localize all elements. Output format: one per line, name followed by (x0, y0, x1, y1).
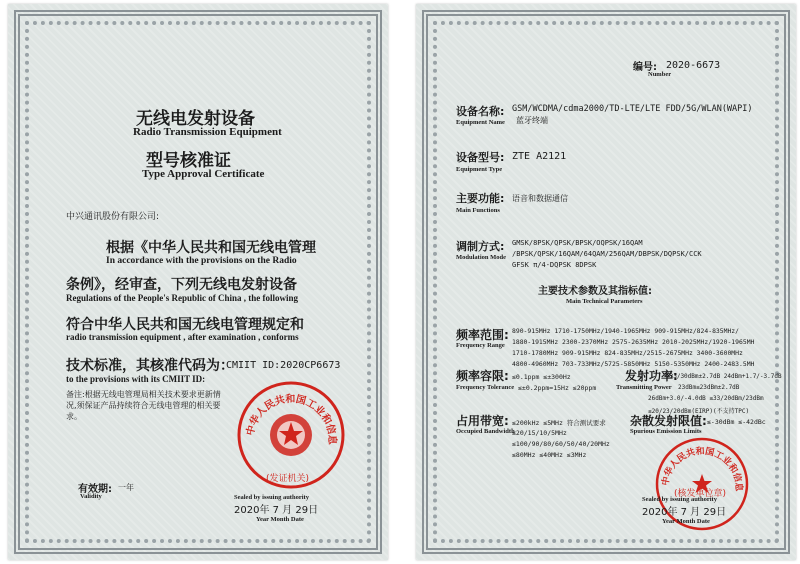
spurious-emission-en: Spurious Emission Limits (630, 428, 702, 435)
certificate-back-page (416, 4, 796, 560)
equipment-name-value2: 蓝牙终端 (516, 116, 548, 125)
frequency-range-value1: 890-915MHz 1710-1750MHz/1940-1965MHz 909-915MHz/824-835MHz/ (512, 327, 740, 335)
body-cn-line4: 技术标准，其核准代码为： (66, 358, 234, 374)
seal-text: 中华人民共和国工业和信息 (245, 393, 338, 445)
transmit-power-value1: ≤33/30dBm±2.7dB 24dBm+1.7/-3.7dB (666, 373, 782, 380)
frequency-range-value4: 4800-4960MHz 703-733MHz/5725-5850MHz 5150-5350MHz 2400-2483.5MH (512, 360, 755, 368)
occupied-bandwidth-value4: ≤80MHz ≤40MHz ≤3MHz (512, 451, 587, 459)
frequency-range-value2: 1880-1915MHz 2300-2370MHz 2575-2635MHz 2010-2025MHz/1920-1965MH (512, 338, 755, 346)
body-cn-line1: 根据《中华人民共和国无线电管理 (106, 240, 316, 256)
issue-date: 2020年 7 月 29日 (642, 507, 727, 518)
body-en-line2: Regulations of the People's Republic of China , the following (66, 293, 299, 303)
frequency-tolerance-value1: ≤0.1ppm ≤±300Hz (512, 373, 571, 381)
body-en-line4: to the provisions with its CMIIT ID: (66, 374, 206, 384)
number-label: 编号: (633, 62, 657, 73)
frequency-tolerance-value2: ≤±0.2ppm≈15Hz ≤20ppm (518, 384, 597, 392)
sealed-by-text: Sealed by issuing authority (234, 494, 309, 501)
title-en: Radio Transmission Equipment (133, 126, 282, 138)
main-params-en: Main Technical Parameters (566, 298, 643, 305)
main-functions-en: Main Functions (456, 207, 500, 214)
subtitle-cn: 型号核准证 (146, 151, 231, 171)
frequency-range-value3: 1710-1780MHz 909-915MHz 824-835MHz/2515-2675MHz 3400-3600MHz (512, 349, 743, 357)
frequency-tolerance-en: Frequency Tolerance (456, 384, 515, 391)
main-functions-value: 语音和数据通信 (512, 194, 568, 203)
transmit-power-value2: 23dBm≤23dBm±2.7dB (678, 384, 740, 391)
frequency-range-en: Frequency Range (456, 342, 505, 349)
equipment-name-value: GSM/WCDMA/cdma2000/TD-LTE/LTE FDD/5G/WLAN(WAPI) (512, 104, 753, 114)
certificate-front-page (8, 4, 388, 560)
equipment-type-en: Equipment Type (456, 166, 503, 173)
number-en: Number (648, 71, 672, 78)
modulation-value2: /BPSK/QPSK/16QAM/64QAM/256QAM/DBPSK/DQPSK/CCK (512, 250, 702, 258)
body-en-line1: In accordance with the provisions on the Radio (106, 256, 297, 266)
sealed-by-text: Sealed by issuing authority (642, 496, 717, 503)
equipment-type-label: 设备型号: (456, 151, 505, 164)
seal-text: 中华人民共和国工业和信息 (660, 446, 744, 492)
note-line2: 况,须保证产品持续符合无线电管理的相关要 (66, 401, 221, 410)
seal-label: (核发单位章) (674, 489, 727, 499)
spurious-emission-label: 杂散发射限值: (630, 414, 707, 428)
occupied-bandwidth-value1: ≤200kHz ≤5MHz 符合测试要求 (512, 419, 606, 427)
validity-label: 有效期: (78, 484, 112, 495)
subtitle-en: Type Approval Certificate (142, 168, 265, 180)
issue-date-en: Year Month Date (256, 516, 304, 523)
equipment-name-label: 设备名称: (456, 105, 505, 118)
transmit-power-label: 发射功率: (625, 369, 678, 383)
note-line3: 求。 (66, 412, 82, 421)
note-line1: 备注:根据无线电管理局相关技术要求更新情 (66, 390, 221, 399)
modulation-value3: GFSK π/4-DQPSK 8DPSK (512, 261, 597, 269)
cmiit-id: CMIIT ID:2020CP6673 (226, 360, 341, 371)
occupied-bandwidth-label: 占用带宽: (456, 414, 509, 428)
main-functions-label: 主要功能: (456, 192, 505, 205)
frequency-range-label: 频率范围: (456, 328, 509, 342)
body-en-line3: radio transmission equipment , after examination , conforms (66, 332, 299, 342)
equipment-name-en: Equipment Name (456, 119, 505, 126)
spurious-emission-value: ≤-30dBm ≤-42dBc (707, 418, 766, 426)
issue-date-en: Year Month Date (662, 518, 710, 525)
body-cn-line3: 符合中华人民共和国无线电管理规定和 (66, 317, 304, 333)
validity-value: 一年 (118, 483, 134, 492)
main-params-label: 主要技术参数及其指标值: (538, 286, 652, 297)
seal-label: (发证机关) (266, 474, 310, 484)
equipment-type-value: ZTE A2121 (512, 151, 567, 162)
number-value: 2020-6673 (666, 60, 721, 71)
occupied-bandwidth-en: Occupied Bandwidth (456, 428, 515, 435)
frequency-tolerance-label: 频率容限: (456, 369, 509, 383)
modulation-label: 调制方式: (456, 240, 505, 253)
transmit-power-en: Transmitting Power (616, 384, 672, 391)
body-cn-line2: 条例》，经审查，下列无线电发射设备 (66, 277, 297, 293)
transmit-power-value4: ≤20/23/20dBm(EIRP)(不支持TPC) (648, 408, 750, 415)
validity-en: Validity (80, 493, 102, 500)
title-cn: 无线电发射设备 (136, 109, 255, 129)
modulation-value1: GMSK/8PSK/QPSK/BPSK/OQPSK/16QAM (512, 239, 643, 247)
transmit-power-value3: 26dBm+3.0/-4.0dB ≤33/20dBm/23dBm (648, 395, 764, 402)
occupied-bandwidth-value2: ≤20/15/10/5MHz (512, 429, 567, 437)
company-name: 中兴通讯股份有限公司: (66, 212, 160, 222)
occupied-bandwidth-value3: ≤100/90/80/60/50/40/20MHz (512, 440, 610, 448)
issue-date: 2020年 7 月 29日 (234, 505, 319, 516)
modulation-en: Modulation Mode (456, 254, 507, 261)
